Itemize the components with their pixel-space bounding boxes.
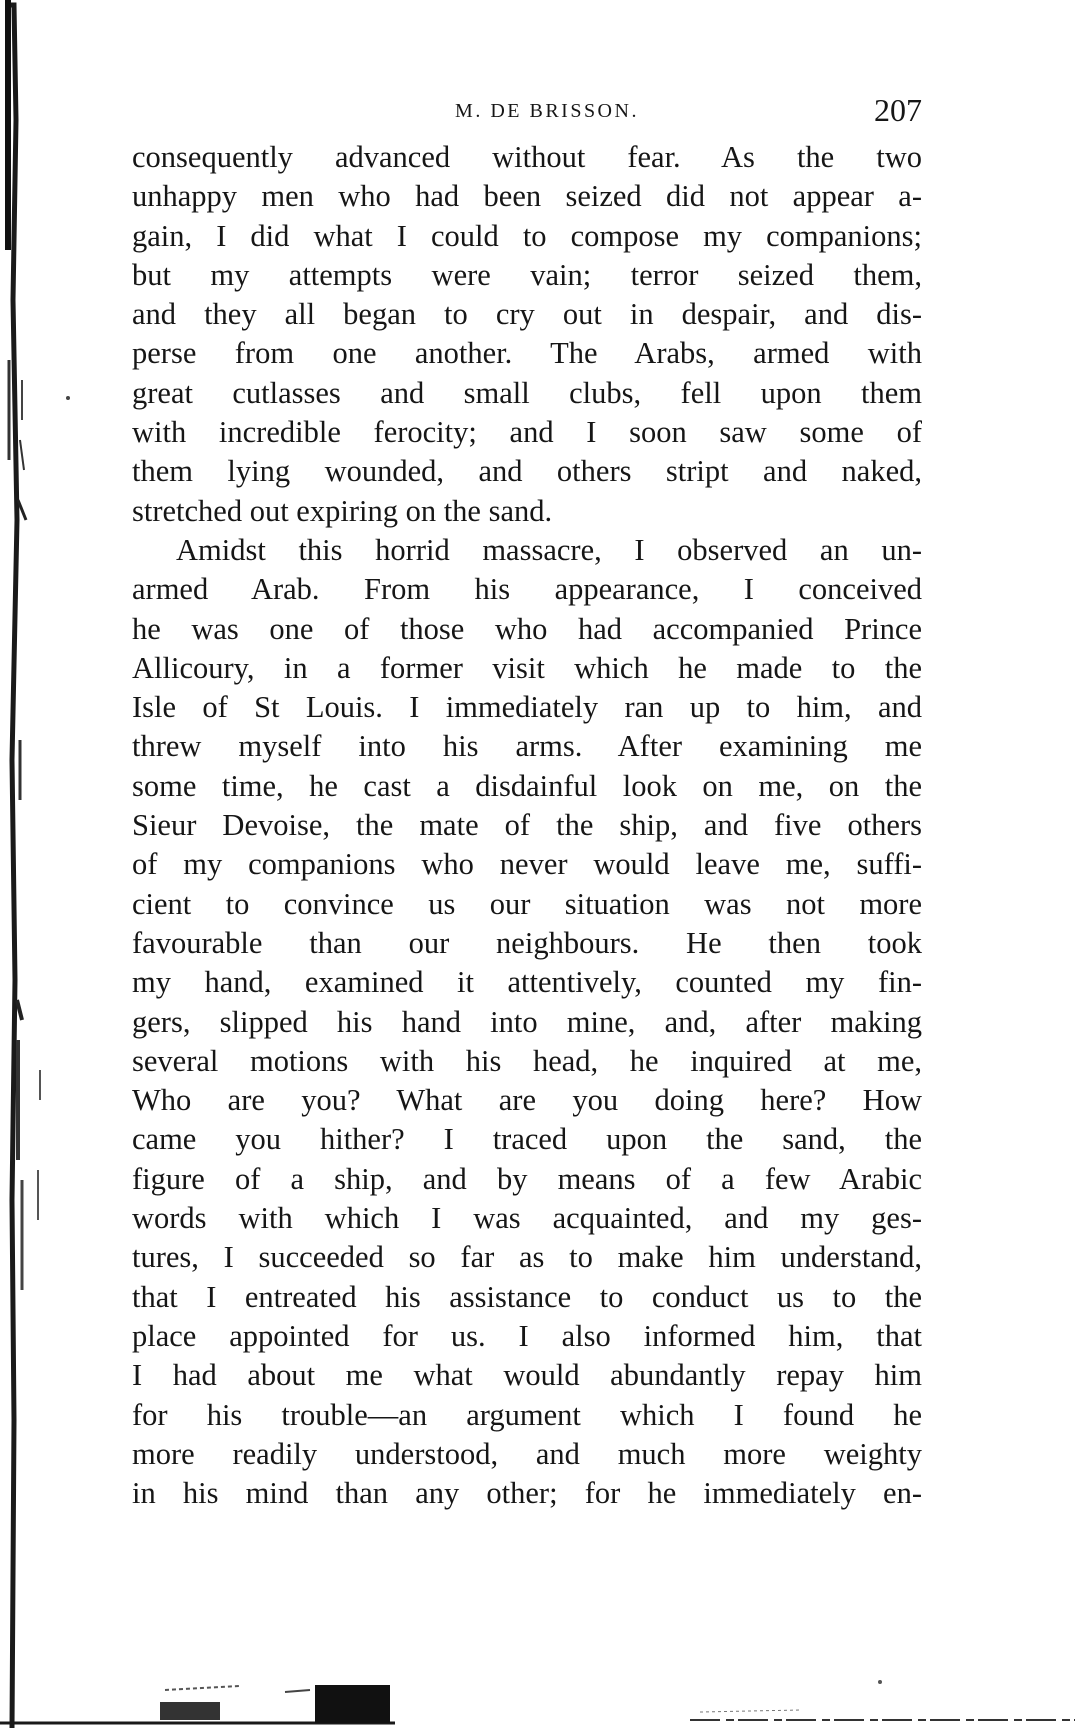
text-line: I had about me what would abundantly repay him bbox=[132, 1358, 922, 1393]
text-line: Sieur Devoise, the mate of the ship, and five others bbox=[132, 808, 922, 843]
page-number: 207 bbox=[874, 92, 922, 128]
text-line: great cutlasses and small clubs, fell upon them bbox=[132, 375, 922, 410]
text-line: tures, I succeeded so far as to make him understand, bbox=[132, 1240, 922, 1275]
text-line: and they all began to cry out in despair, and dis- bbox=[132, 297, 922, 332]
text-line: favourable than our neighbours. He then took bbox=[132, 925, 922, 960]
text-line: with incredible ferocity; and I soon saw some of bbox=[132, 415, 922, 450]
text-line: that I entreated his assistance to conduct us to the bbox=[132, 1279, 922, 1314]
text-line: armed Arab. From his appearance, I conceived bbox=[132, 572, 922, 607]
text-line: gers, slipped his hand into mine, and, after making bbox=[132, 1004, 922, 1039]
text-line: Allicoury, in a former visit which he made to the bbox=[132, 650, 922, 685]
text-line: Isle of St Louis. I immediately ran up to him, and bbox=[132, 690, 922, 725]
paragraph-start-line: Amidst this horrid massacre, I observed an un- bbox=[176, 532, 922, 567]
paragraph-end-line: stretched out expiring on the sand. bbox=[132, 493, 553, 528]
text-line: my hand, examined it attentively, counted my fin- bbox=[132, 965, 922, 1000]
text-line: unhappy men who had been seized did not appear a- bbox=[132, 179, 922, 214]
text-line: Who are you? What are you doing here? How bbox=[132, 1083, 922, 1118]
text-line: but my attempts were vain; terror seized them, bbox=[132, 257, 922, 292]
text-line: threw myself into his arms. After examining me bbox=[132, 729, 922, 764]
text-line: some time, he cast a disdainful look on me, on the bbox=[132, 768, 922, 803]
text-line: gain, I did what I could to compose my companions; bbox=[132, 218, 922, 253]
text-line: them lying wounded, and others stript and naked, bbox=[132, 454, 922, 489]
body-text bbox=[132, 138, 922, 1513]
binding-edge-scan-artifacts bbox=[0, 0, 70, 1728]
text-line: perse from one another. The Arabs, armed with bbox=[132, 336, 922, 371]
running-title: M. DE BRISSON. bbox=[455, 100, 639, 122]
text-line: for his trouble—an argument which I found he bbox=[132, 1397, 922, 1432]
text-line: he was one of those who had accompanied Prince bbox=[132, 611, 922, 646]
text-line: figure of a ship, and by means of a few Arabic bbox=[132, 1161, 922, 1196]
text-line: cient to convince us our situation was not more bbox=[132, 886, 922, 921]
text-line: place appointed for us. I also informed him, that bbox=[132, 1318, 922, 1353]
text-line: several motions with his head, he inquired at me, bbox=[132, 1043, 922, 1078]
text-line: words with which I was acquainted, and my ges- bbox=[132, 1201, 922, 1236]
bottom-scan-artifacts bbox=[0, 1620, 1075, 1728]
text-line: came you hither? I traced upon the sand, the bbox=[132, 1122, 922, 1157]
text-line: of my companions who never would leave me, suffi- bbox=[132, 847, 922, 882]
text-line: in his mind than any other; for he immediately en- bbox=[132, 1476, 922, 1511]
text-line: consequently advanced without fear. As the two bbox=[132, 140, 922, 174]
running-head bbox=[132, 92, 922, 132]
text-line: more readily understood, and much more weighty bbox=[132, 1436, 922, 1471]
